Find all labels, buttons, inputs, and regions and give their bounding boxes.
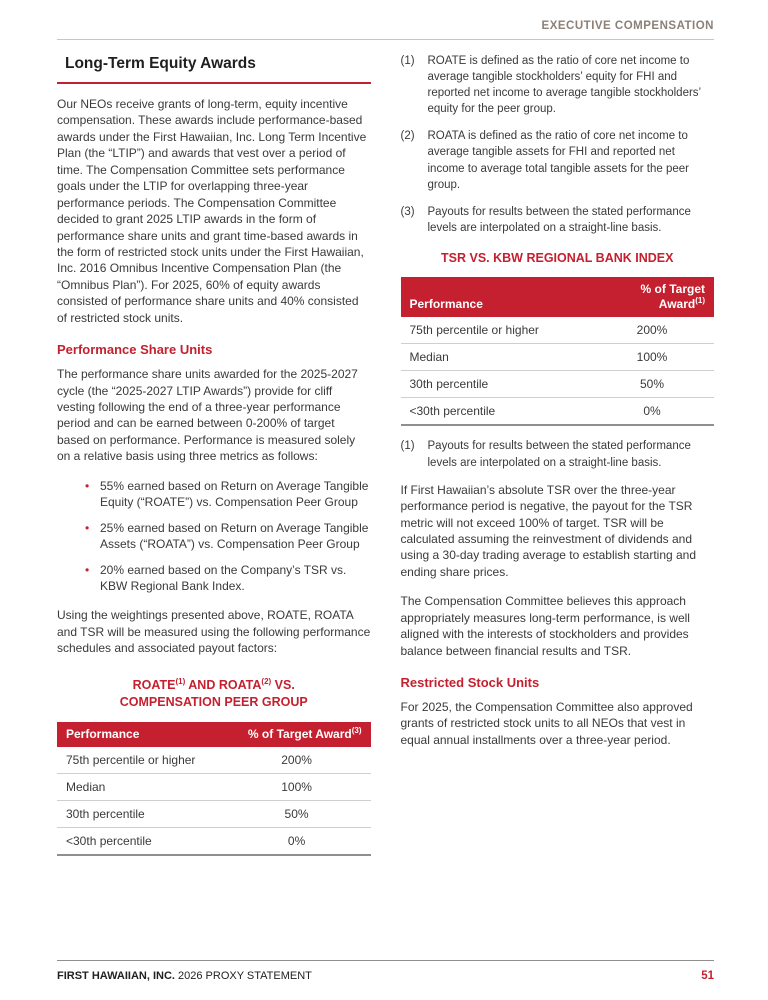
right-column bbox=[401, 53, 715, 868]
bullet-item-roata bbox=[85, 520, 371, 553]
footnote-ref-2: (2) bbox=[261, 676, 272, 686]
footer-doc-name: 2026 PROXY STATEMENT bbox=[178, 970, 312, 982]
payout-value: 100% bbox=[223, 773, 371, 800]
page-number: 51 bbox=[701, 970, 714, 982]
left-column bbox=[57, 53, 371, 868]
performance-level: 75th percentile or higher bbox=[401, 317, 591, 344]
footnote-number: (3) bbox=[400, 205, 415, 218]
footnote-number: (2) bbox=[400, 130, 415, 143]
footnote-ref-1: (1) bbox=[175, 676, 186, 686]
tsr-paragraph: If First Hawaiian’s absolute TSR over the three-year performance period is negative, the payout for the TSR metric will not exceed 100% of target. TSR will be calculated assuming the reinvestment of dividends and using a 30-day trading average to establish starting and ending share prices. bbox=[400, 482, 697, 579]
table-row bbox=[401, 344, 715, 371]
footnote-number: (1) bbox=[400, 440, 415, 453]
payout-value: 100% bbox=[590, 344, 714, 371]
table-row bbox=[401, 371, 715, 398]
payout-value: 50% bbox=[590, 371, 714, 398]
footnote-3 bbox=[401, 204, 715, 236]
metrics-bullet-list bbox=[57, 478, 371, 595]
footnote-1 bbox=[401, 53, 715, 117]
footnote-text: ROATA is defined as the ratio of core net income to average tangible assets for FHI and reported net income to average total tangible assets for the peer group. bbox=[427, 130, 689, 191]
footer-company-name: FIRST HAWAIIAN, INC. bbox=[57, 970, 175, 982]
performance-level: <30th percentile bbox=[57, 827, 223, 855]
table-row bbox=[401, 317, 715, 344]
performance-level: Median bbox=[57, 773, 223, 800]
psu-paragraph: The performance share units awarded for the 2025-2027 cycle (the “2025-2027 LTIP Awards”) provide for cliff vesting following the end of a three-year performance period and can be earned between 0-200% of target based on performance. Performance is measured solely on a relative basis using three metrics as follows: bbox=[57, 367, 358, 464]
bullet-icon: • bbox=[85, 520, 90, 535]
performance-level: Median bbox=[401, 344, 591, 371]
rsu-subheading: Restricted Stock Units bbox=[400, 675, 540, 690]
table2-title: TSR VS. KBW REGIONAL BANK INDEX bbox=[441, 250, 674, 265]
bullet-text: 20% earned based on the Company’s TSR vs. KBW Regional Bank Index. bbox=[100, 562, 347, 593]
table-row bbox=[57, 800, 371, 827]
intro-paragraph: Our NEOs receive grants of long-term, equity incentive compensation. These awards include performance-based awards under the First Hawaiian, Inc. Long Term Incentive Plan (the “LTIP”) and awards that vest over a period of time. The Compensation Committee sets performance goals under the LTIP for overlapping three-year performance periods. The Compensation Committee decided to grant 2025 LTIP awards in the form of performance share units and grant time-based awards in the form of restricted stock units under the First Hawaiian, Inc. 2016 Omnibus Incentive Compensation Plan (the “Omnibus Plan”). For 2025, 60% of equity awards consisted of performance share units and 40% consisted of restricted stock units. bbox=[57, 97, 367, 325]
footnote-2 bbox=[401, 128, 715, 192]
footer-divider bbox=[57, 960, 714, 961]
bullet-item-tsr bbox=[85, 562, 371, 595]
section-title: Long-Term Equity Awards bbox=[57, 53, 371, 84]
payout-value: 0% bbox=[590, 398, 714, 426]
payout-value: 200% bbox=[223, 747, 371, 774]
table1-col-target-award: % of Target Award$^{(3)}$ bbox=[223, 722, 371, 747]
committee-paragraph: The Compensation Committee believes this approach appropriately measures long-term performance, is well aligned with the interests of stockholders and provides balance between financial results and TSR. bbox=[400, 594, 690, 658]
tsr-payout-table bbox=[401, 277, 715, 426]
weightings-paragraph: Using the weightings presented above, ROATE, ROATA and TSR will be measured using the following performance schedules and associated payout factors: bbox=[57, 608, 371, 656]
performance-level: <30th percentile bbox=[401, 398, 591, 426]
footnotes-block bbox=[401, 53, 715, 236]
footnote-text: ROATE is defined as the ratio of core net income to average tangible stockholders’ equity for FHI and reported net income to average tangible stockholders’ equity for the peer group. bbox=[427, 55, 701, 116]
table2-col-performance: Performance bbox=[401, 277, 591, 317]
bullet-text: 25% earned based on Return on Average Tangible Assets (“ROATA”) vs. Compensation Peer Group bbox=[100, 520, 369, 552]
table-row bbox=[57, 827, 371, 855]
table-header-row bbox=[401, 277, 715, 317]
bullet-icon: • bbox=[85, 562, 90, 577]
payout-value: 50% bbox=[223, 800, 371, 827]
table1-title bbox=[57, 677, 371, 712]
table-row bbox=[401, 398, 715, 426]
bullet-text: 55% earned based on Return on Average Tangible Equity (“ROATE”) vs. Compensation Peer Group bbox=[100, 478, 369, 510]
table-row bbox=[57, 747, 371, 774]
table1-title-line2: COMPENSATION PEER GROUP bbox=[119, 695, 308, 710]
performance-level: 75th percentile or higher bbox=[57, 747, 223, 774]
footnote-number: (1) bbox=[400, 55, 415, 67]
two-column-layout bbox=[57, 53, 714, 868]
psu-subheading: Performance Share Units bbox=[57, 342, 213, 358]
bullet-icon: • bbox=[85, 478, 90, 493]
table2-footnote bbox=[401, 438, 715, 470]
table1-col-performance: Performance bbox=[57, 722, 223, 747]
performance-level: 30th percentile bbox=[401, 371, 591, 398]
table-header-row bbox=[57, 722, 371, 747]
table1-title-line1: ROATE$^{(1)}$ AND ROATA$^{(2)}$ VS. bbox=[132, 676, 295, 692]
running-header: EXECUTIVE COMPENSATION bbox=[57, 20, 714, 40]
table-row bbox=[57, 773, 371, 800]
footnote-text: Payouts for results between the stated performance levels are interpolated on a straight-line basis. bbox=[427, 205, 691, 234]
page-footer bbox=[57, 960, 714, 982]
payout-value: 0% bbox=[223, 827, 371, 855]
bullet-item-roate bbox=[85, 478, 371, 511]
payout-value: 200% bbox=[590, 317, 714, 344]
footnote-ref-3: (3) bbox=[351, 725, 362, 735]
footnote-ref-1: (1) bbox=[695, 296, 705, 306]
footer-doc-title bbox=[57, 970, 312, 982]
footnote-text: Payouts for results between the stated performance levels are interpolated on a straight-line basis. bbox=[427, 440, 691, 469]
table2-col-target-award: % of Target Award$^{(1)}$ bbox=[590, 277, 714, 317]
rsu-paragraph: For 2025, the Compensation Committee also approved grants of restricted stock units to all NEOs that vest in equal annual installments over a three-year period. bbox=[400, 700, 693, 747]
roate-roata-payout-table bbox=[57, 722, 371, 856]
performance-level: 30th percentile bbox=[57, 800, 223, 827]
